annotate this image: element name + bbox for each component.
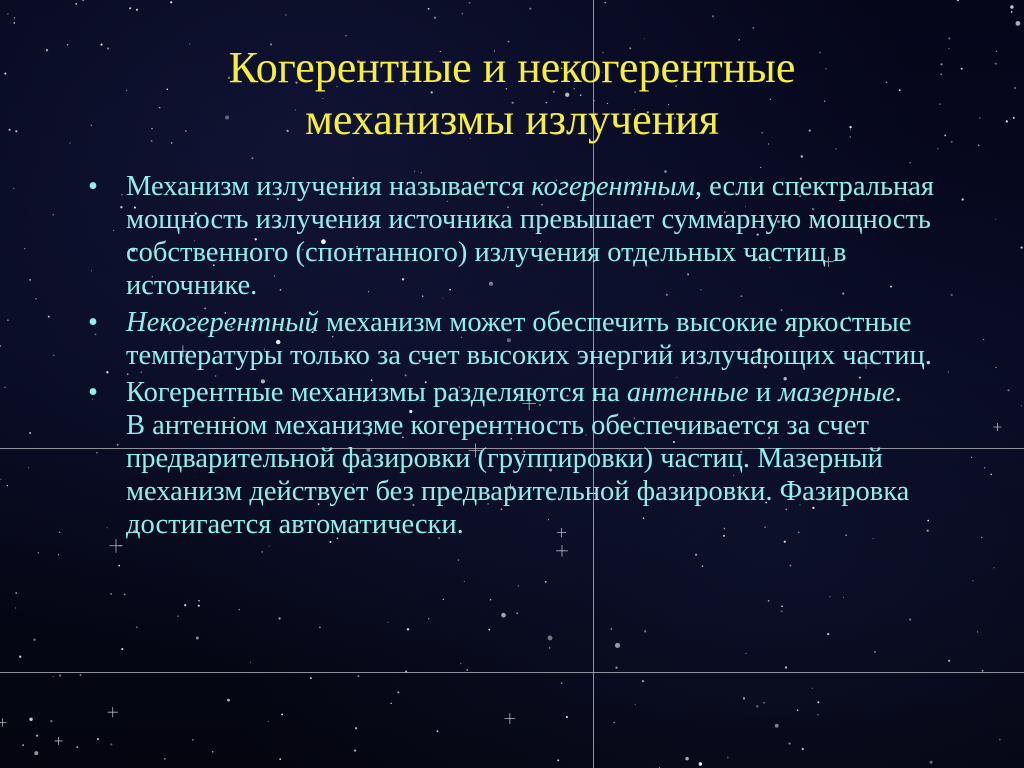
star — [14, 17, 15, 18]
star — [557, 759, 559, 761]
star — [19, 656, 21, 658]
star — [53, 355, 54, 356]
star — [566, 716, 568, 718]
slide-title — [100, 42, 924, 146]
star — [466, 669, 468, 671]
star — [69, 142, 70, 143]
star — [699, 762, 702, 765]
star — [48, 316, 50, 318]
sparkle-star — [504, 713, 515, 724]
star — [22, 744, 24, 746]
star — [743, 697, 745, 699]
star — [790, 565, 792, 567]
star — [1021, 405, 1022, 406]
star — [948, 48, 949, 49]
star — [930, 761, 933, 764]
star — [977, 631, 978, 632]
star — [615, 643, 620, 648]
star — [29, 432, 31, 434]
star — [46, 49, 48, 51]
bullet-text: Механизм излучения называется — [126, 171, 532, 202]
star — [59, 674, 61, 676]
star — [15, 130, 17, 132]
star — [561, 682, 563, 684]
bullet-text: и — [748, 377, 779, 408]
star — [984, 467, 985, 468]
star — [685, 757, 689, 761]
list-item — [88, 376, 938, 541]
star — [239, 609, 240, 610]
star — [996, 51, 997, 52]
star — [983, 339, 984, 340]
star — [33, 639, 35, 641]
star — [0, 479, 1, 480]
star — [1021, 247, 1023, 249]
star — [752, 27, 754, 29]
star — [781, 605, 783, 607]
star — [124, 594, 126, 596]
star — [971, 457, 972, 458]
horizontal-divider — [0, 672, 1024, 673]
star — [951, 141, 953, 143]
star — [269, 545, 270, 546]
star — [458, 559, 459, 560]
star — [67, 44, 69, 46]
star — [279, 758, 281, 760]
star — [97, 738, 99, 740]
sparkle-star — [556, 545, 568, 557]
star — [227, 699, 230, 702]
star — [738, 39, 740, 41]
star — [1010, 5, 1013, 8]
star — [490, 599, 491, 600]
star — [192, 739, 193, 740]
star — [1013, 117, 1015, 119]
bullet-text: Когерентные механизмы разделяются на — [126, 377, 627, 408]
bullet-icon: • — [88, 307, 98, 338]
star — [644, 38, 645, 39]
star — [7, 485, 8, 486]
star — [310, 677, 312, 679]
star — [7, 13, 8, 14]
bullet-emphasis: мазерные — [778, 377, 895, 408]
star — [775, 724, 779, 728]
star — [642, 680, 644, 682]
bullet-list — [88, 170, 938, 545]
star — [948, 660, 950, 662]
star — [727, 757, 729, 759]
bullet-text: . — [894, 377, 902, 408]
star — [250, 662, 251, 663]
star — [251, 157, 253, 159]
star — [948, 37, 950, 39]
star — [4, 73, 6, 75]
bullet-icon: • — [88, 377, 98, 408]
star — [0, 345, 1, 347]
star — [59, 532, 60, 533]
sparkle-star — [55, 737, 63, 745]
star — [129, 7, 131, 9]
star — [58, 554, 59, 555]
star — [972, 580, 973, 581]
star — [644, 630, 646, 632]
star — [9, 129, 11, 131]
star — [995, 63, 997, 65]
star — [1016, 21, 1021, 26]
bullet-emphasis: антенные — [626, 377, 749, 408]
bullet-text: , если спектральная мощность излучения источника превышает суммарную мощность собственного (спонтанного) излучения отдельных частиц в источнике. — [126, 171, 934, 301]
sparkle-star — [993, 423, 1001, 431]
star — [940, 74, 941, 75]
list-item — [88, 306, 938, 372]
star — [357, 675, 359, 677]
star — [464, 581, 465, 582]
star — [611, 628, 613, 630]
star — [136, 9, 138, 11]
star — [768, 600, 770, 602]
star — [285, 14, 286, 15]
list-item — [88, 170, 938, 302]
star — [756, 705, 758, 707]
star — [909, 162, 910, 163]
bullet-text: механизм может обеспечить высокие яркостные температуры только за счет высоких энергий излучающих частиц. — [126, 307, 932, 371]
star — [785, 666, 787, 668]
star — [944, 134, 946, 136]
star — [874, 651, 876, 653]
star — [212, 751, 214, 753]
star — [177, 615, 179, 617]
star — [428, 8, 430, 10]
star — [812, 688, 813, 689]
star — [1006, 120, 1008, 122]
star — [957, 0, 959, 1]
star — [29, 718, 32, 721]
star — [462, 13, 463, 14]
star — [28, 467, 29, 468]
star — [76, 746, 78, 748]
star — [909, 619, 911, 621]
star — [196, 637, 199, 640]
star — [979, 117, 980, 118]
star — [817, 701, 819, 703]
star — [545, 581, 547, 583]
star — [788, 742, 790, 744]
star — [990, 473, 992, 475]
star — [951, 294, 953, 296]
star — [82, 0, 83, 1]
star — [712, 15, 714, 17]
star — [36, 735, 38, 737]
bullet-icon: • — [88, 171, 98, 202]
star — [345, 35, 346, 36]
star — [434, 17, 436, 19]
star — [110, 593, 112, 595]
star — [615, 667, 617, 669]
star — [1007, 389, 1009, 391]
star — [993, 567, 994, 568]
star — [614, 722, 615, 723]
star — [110, 743, 112, 745]
bullet-paragraph: В антенном механизме когерентность обеспечивается за счет предварительной фазировки (группировки) частиц. Мазерный механизм действует без предварительной фазировки. Фазировка достигается автоматически. — [126, 410, 910, 540]
star — [198, 600, 200, 602]
star — [962, 198, 964, 200]
star — [13, 188, 14, 189]
star — [488, 629, 490, 631]
sparkle-star — [0, 718, 7, 726]
star — [35, 298, 36, 299]
star — [52, 214, 54, 216]
star — [745, 653, 746, 654]
star — [184, 604, 186, 606]
star — [802, 748, 804, 750]
star — [978, 145, 980, 147]
star — [281, 713, 283, 715]
sparkle-star — [108, 707, 118, 717]
star — [548, 636, 553, 641]
star — [1011, 11, 1013, 13]
star — [261, 551, 263, 553]
star — [605, 2, 606, 3]
star — [387, 622, 388, 623]
star — [268, 721, 269, 722]
star — [91, 125, 92, 126]
star — [948, 371, 949, 372]
star — [817, 714, 818, 715]
star — [940, 63, 942, 65]
star — [136, 626, 138, 628]
star — [460, 663, 462, 665]
star — [469, 2, 471, 4]
star — [443, 599, 444, 600]
star — [319, 627, 321, 629]
star — [939, 103, 941, 105]
bullet-emphasis: Некогерентный — [126, 307, 319, 338]
star — [1014, 87, 1016, 89]
star — [15, 607, 16, 608]
star — [995, 367, 996, 368]
star — [118, 565, 120, 567]
star — [760, 167, 761, 168]
star — [999, 739, 1000, 740]
star — [836, 148, 837, 149]
star — [829, 596, 830, 597]
star — [198, 605, 200, 607]
star — [995, 219, 996, 220]
star — [390, 703, 391, 704]
star — [79, 674, 81, 676]
star — [635, 704, 636, 705]
star — [763, 702, 765, 704]
star — [695, 554, 697, 556]
star — [170, 1, 172, 3]
star — [529, 8, 531, 10]
star — [501, 613, 506, 618]
star — [38, 552, 40, 554]
star — [436, 730, 438, 732]
star — [4, 387, 5, 388]
star — [7, 319, 9, 321]
star — [397, 691, 399, 693]
title-line: Когерентные и некогерентные — [228, 43, 796, 92]
title-line: механизмы излучения — [305, 95, 719, 144]
star — [549, 647, 550, 648]
star — [428, 618, 429, 619]
star — [937, 148, 938, 149]
star — [702, 566, 703, 567]
bullet-emphasis: когерентным — [531, 171, 695, 202]
star — [50, 720, 52, 722]
star — [164, 758, 166, 760]
star — [14, 22, 16, 24]
star — [843, 597, 844, 598]
star — [279, 617, 281, 619]
star — [75, 3, 77, 5]
star — [29, 279, 31, 281]
star — [801, 155, 803, 157]
star — [354, 750, 356, 752]
star — [53, 676, 54, 677]
star — [781, 610, 783, 612]
star — [355, 727, 357, 729]
star — [34, 751, 38, 755]
star — [981, 537, 982, 538]
star — [121, 648, 123, 650]
star — [407, 628, 409, 630]
star — [518, 585, 519, 586]
star — [797, 709, 799, 711]
star — [15, 592, 17, 594]
star — [24, 248, 26, 250]
star — [827, 633, 829, 635]
star — [961, 68, 963, 70]
star — [516, 612, 518, 614]
